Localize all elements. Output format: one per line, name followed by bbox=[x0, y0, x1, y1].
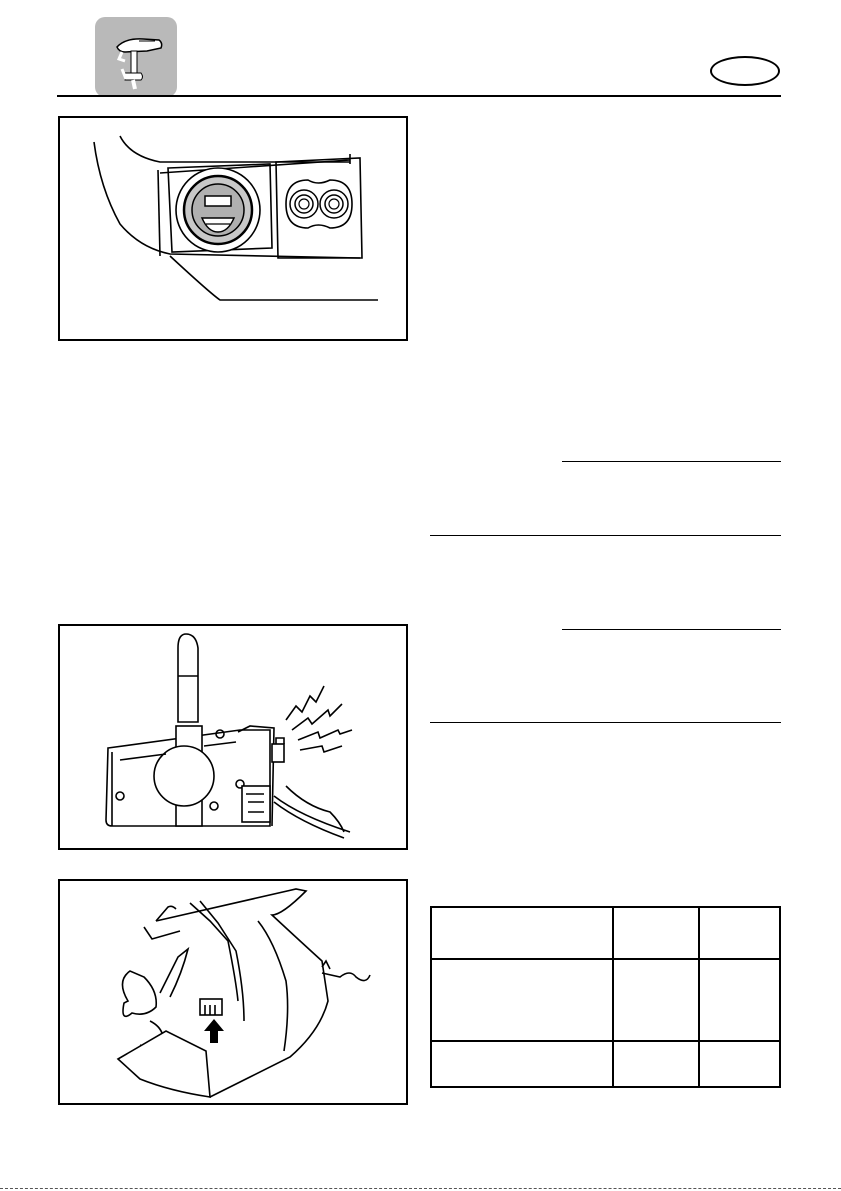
table-cell bbox=[431, 907, 613, 959]
table-cell bbox=[699, 1041, 780, 1087]
table-row bbox=[431, 1041, 780, 1087]
section-rule bbox=[430, 535, 781, 536]
outboard-motor-icon bbox=[95, 17, 177, 97]
section-rule bbox=[430, 722, 781, 723]
remote-control-illustration bbox=[60, 626, 410, 852]
table-cell bbox=[699, 959, 780, 1041]
table-row bbox=[431, 959, 780, 1041]
table-cell bbox=[613, 959, 699, 1041]
lower-unit-illustration bbox=[60, 881, 410, 1107]
table-cell bbox=[431, 1041, 613, 1087]
figure-main-switch bbox=[58, 116, 408, 341]
table-row bbox=[431, 907, 780, 959]
spec-table bbox=[430, 906, 781, 1088]
page-edge bbox=[0, 1188, 841, 1189]
table-cell bbox=[699, 907, 780, 959]
section-rule bbox=[562, 461, 781, 462]
header-rule bbox=[57, 95, 781, 97]
section-rule bbox=[562, 629, 781, 630]
language-badge bbox=[710, 56, 780, 86]
table-cell bbox=[613, 1041, 699, 1087]
table-cell bbox=[431, 959, 613, 1041]
main-switch-illustration bbox=[60, 118, 410, 343]
table-cell bbox=[613, 907, 699, 959]
figure-lower-unit bbox=[58, 879, 408, 1105]
section-tab bbox=[95, 17, 177, 97]
figure-remote-control bbox=[58, 624, 408, 850]
